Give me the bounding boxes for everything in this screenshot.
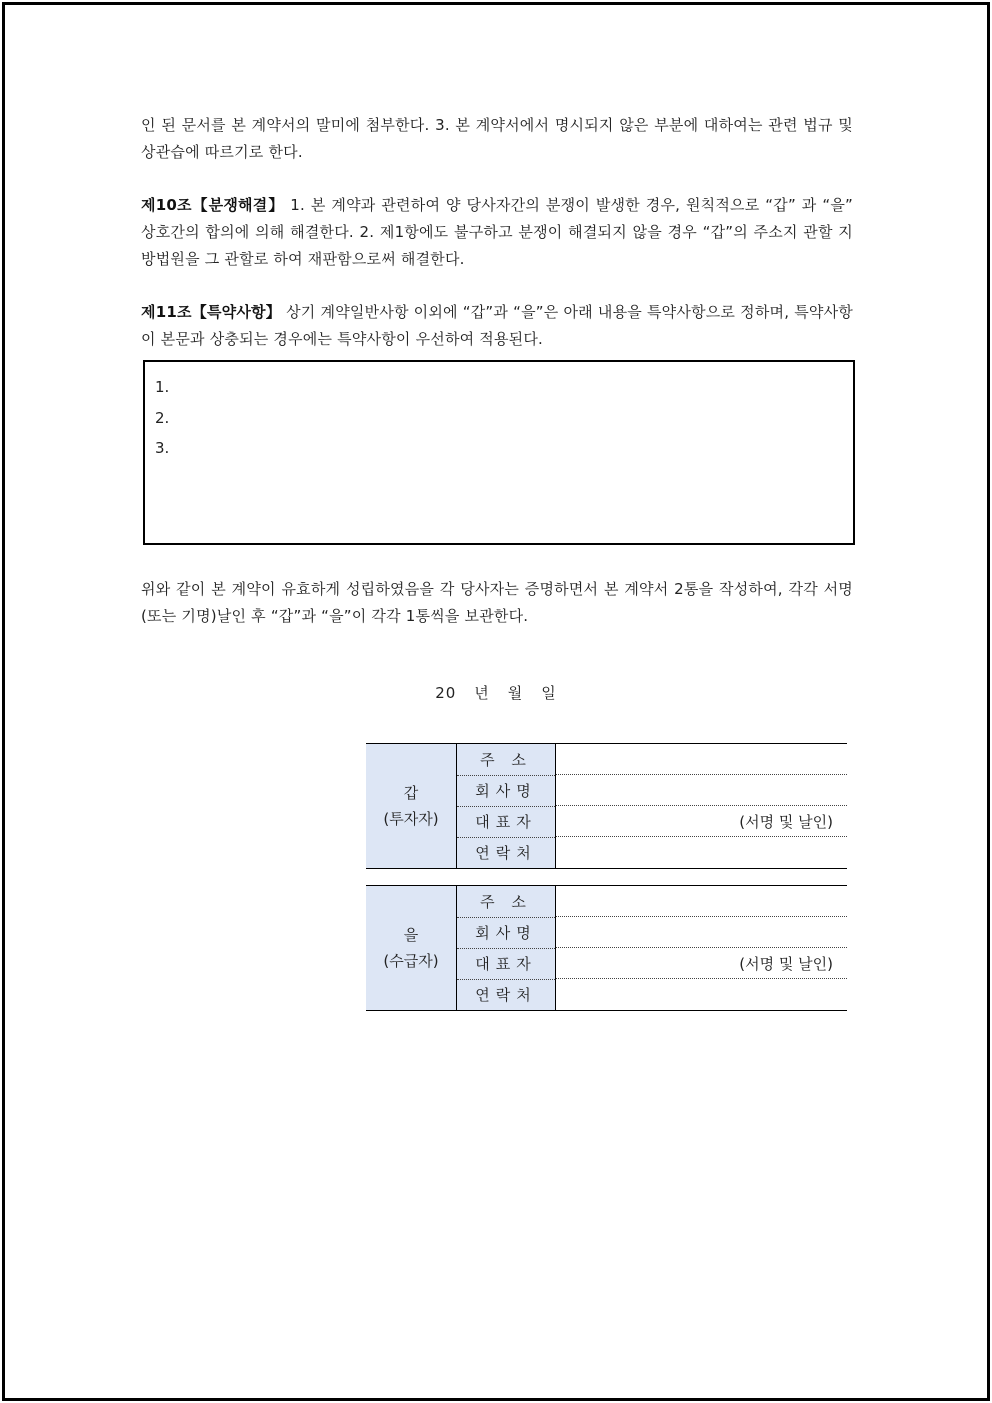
party-a-role [366,744,457,868]
party-b-role-sub: (수급자) [383,952,439,970]
party-b-company-label: 회사명 [457,917,555,949]
party-a-labels [457,744,556,868]
party-b-representative-field[interactable] [556,948,847,979]
closing-paragraph: 위와 같이 본 계약이 유효하게 성립하였음을 각 당사자는 증명하면서 본 계약서 2통을 작성하여, 각각 서명(또는 기명)날인 후 “갑”과 “을”이 각각 1통씩을 보관한다. [141,580,853,625]
party-a-company-field[interactable] [556,775,847,806]
party-b-role [366,886,457,1010]
special-terms-box[interactable] [143,360,855,545]
party-a-contact-field[interactable] [556,837,847,868]
contract-date [0,682,992,703]
party-a-table [366,743,847,869]
date-month: 월 [507,684,524,702]
party-b-contact-label: 연락처 [475,986,537,1004]
party-a-address-label: 주 소 [457,744,555,776]
paragraph-attachment-clause: 인 된 문서를 본 계약서의 말미에 첨부한다. 3. 본 계약서에서 명시되지 않은 부분에 대하여는 관련 법규 및 상관습에 따르기로 한다. [141,116,853,161]
party-a-role-name: 갑 [403,784,419,802]
date-year: 년 [474,684,490,702]
party-a-company-label: 회사명 [457,775,555,807]
party-b-labels [457,886,556,1010]
party-a-representative-field[interactable] [556,806,847,837]
party-a-role-sub: (투자자) [383,810,439,828]
party-b-contact-field[interactable] [556,979,847,1010]
party-b-representative-label: 대표자 [457,948,555,980]
article-10-title: 제10조【분쟁해결】 [141,196,285,214]
article-11-title: 제11조【특약사항】 [141,303,282,321]
party-a-address-field[interactable] [556,744,847,775]
party-a-representative-label: 대표자 [457,806,555,838]
party-b-address-label: 주 소 [457,886,555,918]
party-b-company-field[interactable] [556,917,847,948]
article-11-special-terms [141,299,853,353]
article-10-dispute-resolution [141,192,853,273]
article-11-body: 상기 계약일반사항 이외에 “갑”과 “을”은 아래 내용을 특약사항으로 정하며, 특약사항이 본문과 상충되는 경우에는 특약사항이 우선하여 적용된다. [141,303,853,348]
party-a-values [556,744,847,868]
article-10-body: 1. 본 계약과 관련하여 양 당사자간의 분쟁이 발생한 경우, 원칙적으로 “갑” 과 “을” 상호간의 합의에 의해 해결한다. 2. 제1항에도 불구하고 분쟁이 해결되지 않을 경우 “갑”의 주소지 관할 지방법원을 그 관할로 하여 재판함으로써 해결한다. [141,196,853,268]
party-b-role-name: 을 [403,926,419,944]
special-item-1: 1. [155,378,170,396]
party-a-signature-note: (서명 및 날인) [739,812,833,831]
special-item-3: 3. [155,439,170,457]
party-b-signature-note: (서명 및 날인) [739,954,833,973]
date-day: 일 [541,684,557,702]
party-b-values [556,886,847,1010]
party-a-contact-label: 연락처 [475,844,537,862]
date-year-prefix: 20 [435,684,457,702]
party-b-table [366,885,847,1011]
special-item-2: 2. [155,409,170,427]
party-b-address-field[interactable] [556,886,847,917]
